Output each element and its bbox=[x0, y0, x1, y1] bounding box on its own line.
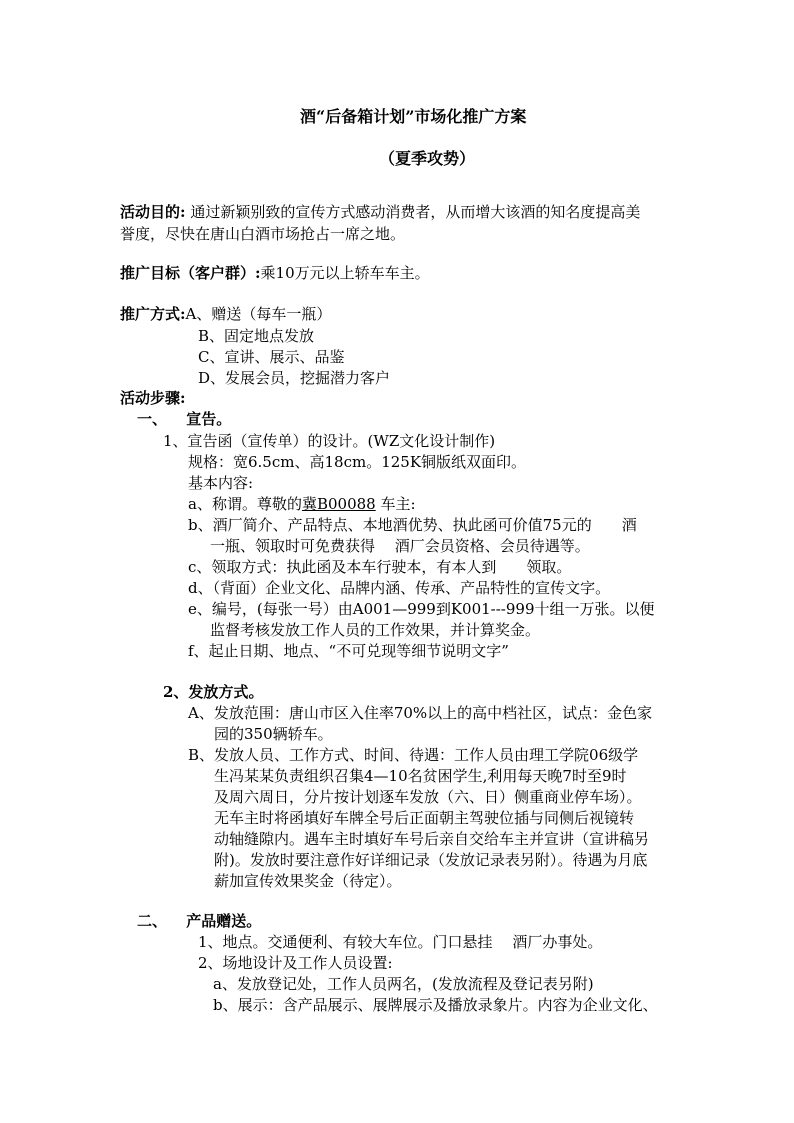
item-a-suffix: 车主: bbox=[375, 495, 416, 513]
item-b-2: 一瓶、领取时可免费获得 酒厂会员资格、会员待遇等。 bbox=[210, 537, 590, 555]
purpose-text-1: 通过新颖别致的宣传方式感动消费者，从而增大该酒的知名度提高美 bbox=[190, 203, 641, 221]
section-1-heading bbox=[137, 408, 231, 430]
target-label: 推广目标（客户群）: bbox=[120, 264, 261, 282]
section-1-number: 一、 bbox=[137, 410, 168, 428]
plate-number: 冀B00088 bbox=[301, 495, 376, 513]
target-line bbox=[120, 262, 430, 284]
section-2-number: 二、 bbox=[137, 912, 168, 930]
method-d: D、发展会员，挖掘潜力客户 bbox=[198, 369, 391, 387]
purpose-text-2: 誉度，尽快在唐山白酒市场抢占一席之地。 bbox=[120, 225, 406, 243]
method-c: C、宣讲、展示、品鉴 bbox=[198, 348, 345, 366]
product-b: b、展示：含产品展示、展牌展示及播放录象片。内容为企业文化、 bbox=[213, 996, 658, 1014]
item-e-1: e、编号，(每张一号）由A001—999到K001---999十组一万张。以便 bbox=[188, 600, 655, 618]
product-2: 2、场地设计及工作人员设置: bbox=[198, 954, 393, 972]
product-a: a、发放登记处，工作人员两名，(发放流程及登记表另附) bbox=[213, 975, 594, 993]
spec-line: 规格：宽6.5cm、高18cm。125K铜版纸双面印。 bbox=[188, 453, 527, 471]
dist-b-1: B、发放人员、工作方式、时间、待遇：工作人员由理工学院06级学 bbox=[188, 746, 639, 764]
product-1: 1、地点。交通便利、有较大车位。门口悬挂 酒厂办事处。 bbox=[198, 933, 603, 951]
dist-b-4: 无车主时将函填好车牌全号后正面朝主驾驶位插与同侧后视镜转 bbox=[214, 809, 635, 827]
doc-subtitle: （夏季攻势） bbox=[379, 149, 476, 168]
dist-a-1: A、发放范围：唐山市区入住率70%以上的高中档社区，试点：金色家 bbox=[188, 704, 653, 722]
item-c: c、领取方式：执此函及本车行驶本，有本人到 领取。 bbox=[188, 558, 572, 576]
item-a bbox=[188, 493, 416, 515]
dist-b-3: 及周六周日，分片按计划逐车发放（六、日）侧重商业停车场）。 bbox=[214, 788, 642, 806]
purpose-label: 活动目的: bbox=[120, 203, 186, 221]
dist-a-2: 园的350辆轿车。 bbox=[214, 725, 333, 743]
method-label: 推广方式: bbox=[120, 305, 186, 323]
distribution-heading: 2、发放方式。 bbox=[163, 683, 264, 701]
method-line-a bbox=[120, 303, 331, 325]
item-d: d、（背面）企业文化、品牌内涵、传承、产品特性的宣传文字。 bbox=[188, 579, 611, 597]
doc-title: 酒“后备箱计划”市场化推广方案 bbox=[300, 107, 527, 126]
method-b: B、固定地点发放 bbox=[198, 327, 315, 345]
method-a: A、赠送（每车一瓶） bbox=[185, 305, 332, 323]
purpose-line-1 bbox=[120, 201, 640, 223]
item-f: f、起止日期、地点、“不可兑现等细节说明文字” bbox=[188, 642, 509, 660]
section-1-title: 宣告。 bbox=[186, 410, 232, 428]
dist-b-2: 生冯某某负责组织召集4—10名贫困学生,利用每天晚7时至9时 bbox=[214, 767, 627, 785]
dist-b-5: 动轴缝隙内。遇车主时填好车号后亲自交给车主并宣讲（宣讲稿另 bbox=[214, 830, 650, 848]
item-b-1: b、酒厂简介、产品特点、本地酒优势、执此函可价值75元的 酒 bbox=[188, 516, 637, 534]
dist-b-6: 附)。发放时要注意作好详细记录（发放记录表另附）。待遇为月底 bbox=[214, 851, 648, 869]
section-2-title: 产品赠送。 bbox=[186, 912, 262, 930]
dist-b-7: 薪加宣传效果奖金（待定）。 bbox=[214, 872, 402, 890]
steps-label: 活动步骤: bbox=[120, 389, 186, 407]
target-text: 乘10万元以上轿车车主。 bbox=[260, 264, 430, 282]
basic-content-label: 基本内容: bbox=[188, 474, 254, 492]
section-2-heading bbox=[137, 910, 261, 932]
item-e-2: 监督考核发放工作人员的工作效果，并计算奖金。 bbox=[210, 621, 541, 639]
item-1-1: 1、宣告函（宣传单）的设计。(WZ文化设计制作) bbox=[163, 432, 496, 450]
item-a-text: a、称谓。尊敬的 bbox=[188, 495, 302, 513]
